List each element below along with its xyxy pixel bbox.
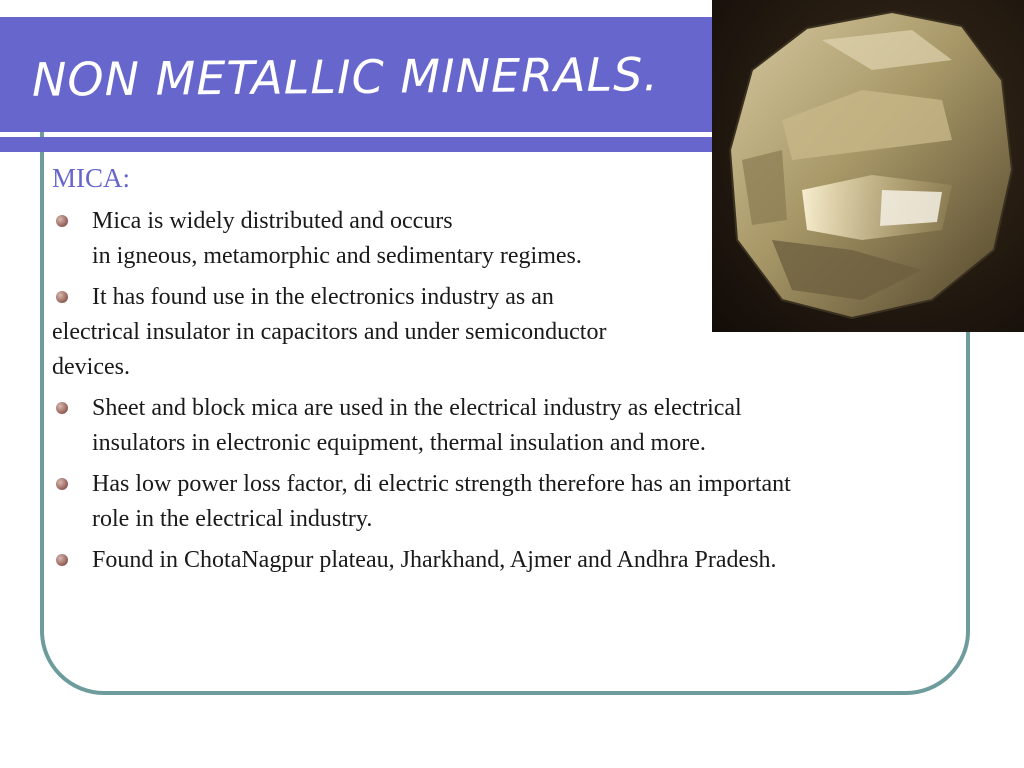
bullet-list — [52, 204, 932, 578]
bullet-icon — [56, 402, 68, 414]
bullet-icon — [56, 554, 68, 566]
bullet-icon — [56, 215, 68, 227]
bullet-line: It has found use in the electronics industry as an — [92, 284, 554, 310]
bullet-line: electrical insulator in capacitors and under semiconductor — [52, 319, 607, 345]
bullet-item — [52, 280, 932, 385]
title-underline — [0, 137, 712, 152]
slide-title: NON METALLIC MINERALS. — [31, 47, 660, 107]
bullet-icon — [56, 478, 68, 490]
bullet-icon — [56, 291, 68, 303]
bullet-item — [52, 543, 932, 578]
bullet-line: insulators in electronic equipment, thermal insulation and more. — [92, 430, 706, 456]
bullet-line: Sheet and block mica are used in the electrical industry as electrical — [92, 395, 742, 421]
bullet-line: Has low power loss factor, di electric strength therefore has an important — [92, 471, 791, 497]
slide-body — [52, 160, 932, 584]
bullet-item — [52, 204, 932, 274]
bullet-line: devices. — [52, 354, 130, 380]
bullet-line: in igneous, metamorphic and sedimentary regimes. — [92, 243, 582, 269]
subheading-mica: MICA: — [52, 163, 131, 193]
bullet-line: Found in ChotaNagpur plateau, Jharkhand, Ajmer and Andhra Pradesh. — [92, 547, 777, 573]
bullet-line: Mica is widely distributed and occurs — [92, 208, 453, 234]
bullet-item — [52, 467, 932, 537]
bullet-line: role in the electrical industry. — [92, 506, 373, 532]
bullet-item — [52, 391, 932, 461]
